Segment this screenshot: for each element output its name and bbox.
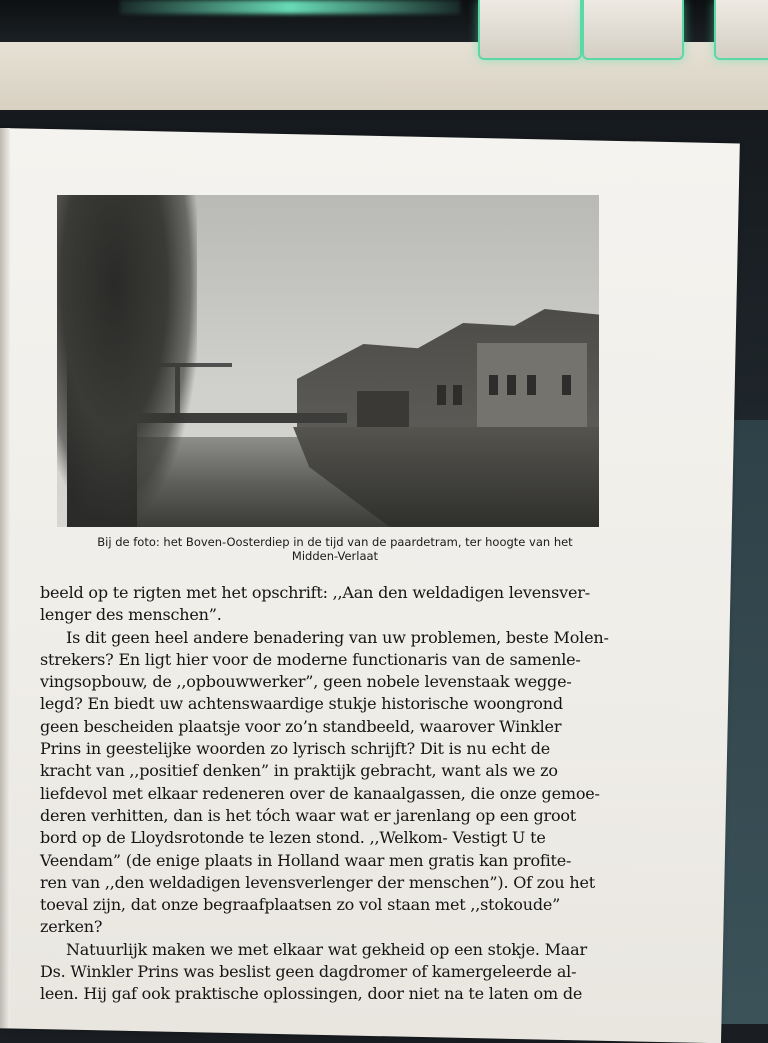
keyboard-key [714,0,768,60]
photo-caption [40,535,630,563]
text-line: kracht van ,,positief denken” in praktijk gebracht, want als we zo [40,761,558,781]
text-line: toeval zijn, dat onze begraafplaatsen zo vol staan met ,,stokoude” [40,895,561,915]
photo-window [562,375,571,395]
photo-horse-tram [357,391,409,427]
page-edge [0,128,10,1028]
text-line: bord op de Lloydsrotonde te lezen stond. ,,Welkom- Vestigt U te [40,828,546,848]
text-line: geen bescheiden plaatsje voor zo’n standbeeld, waarover Winkler [40,716,562,736]
text-line: liefdevol met elkaar redeneren over de kanaalgassen, die onze gemoe- [40,783,600,803]
photo-tree [57,195,197,515]
caption-line: Midden-Verlaat [291,549,379,563]
historic-photo [57,195,599,527]
text-line: Veendam” (de enige plaats in Holland waar men gratis kan profite- [40,850,572,870]
keyboard-backlight [120,0,460,14]
text-line: zerken? [40,917,103,937]
photo-window [527,375,536,395]
text-line: vingsopbouw, de ,,opbouwwerker”, geen nobele levenstaak wegge- [40,672,572,692]
text-line: Is dit geen heel andere benadering van uw problemen, beste Molen- [66,627,609,647]
keyboard [0,0,768,110]
text-line: beeld op te rigten met het opschrift: ,,Aan den weldadigen levensver- [40,583,590,602]
text-line: Ds. Winkler Prins was beslist geen dagdromer of kamergeleerde al- [40,962,577,982]
text-line: deren verhitten, dan is het tóch waar wat er jarenlang op een groot [40,805,577,825]
caption-line: Bij de foto: het Boven-Oosterdiep in de tijd van de paardetram, ter hoogte van het [97,535,573,549]
photo-window [489,375,498,395]
text-line: lenger des menschen”. [40,605,222,625]
keyboard-key [478,0,582,60]
text-line: ren van ,,den weldadigen levensverlenger der menschen”). Of zou het [40,872,595,892]
text-line: leen. Hij gaf ook praktische oplossingen, door niet na te laten om de [40,984,583,1004]
text-line: strekers? En ligt hier voor de moderne functionaris van de samenle- [40,649,581,669]
text-line: Prins in geestelijke woorden zo lyrisch schrijft? Dit is nu echt de [40,739,551,759]
text-line: legd? En biedt uw achtenswaardige stukje historische woongrond [40,694,563,714]
keyboard-key [582,0,684,60]
photo-window [453,385,462,405]
article-body [40,582,630,1006]
text-line: Natuurlijk maken we met elkaar wat gekheid op een stokje. Maar [66,939,587,959]
photo-window [507,375,516,395]
photo-window [437,385,446,405]
